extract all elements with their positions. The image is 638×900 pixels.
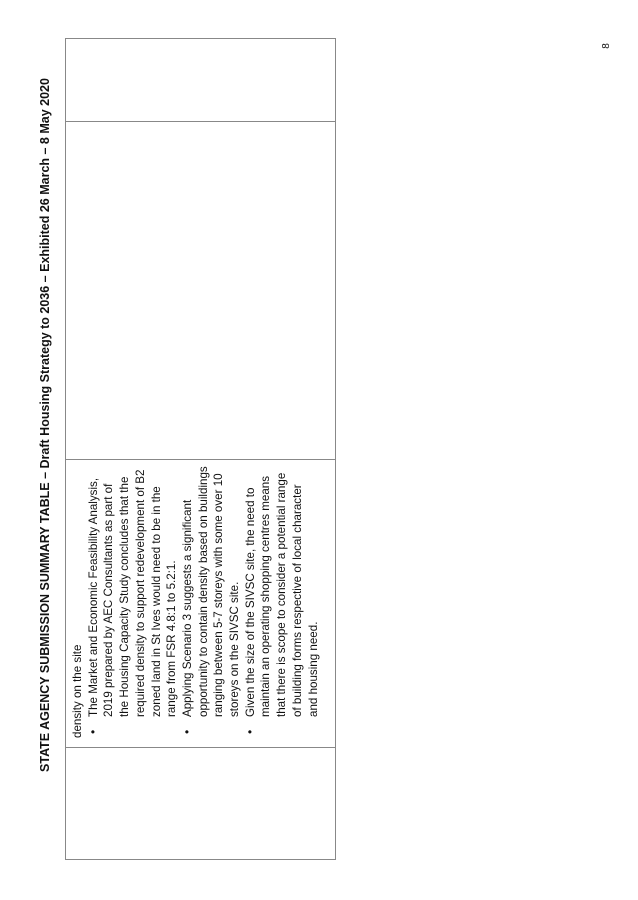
- table-cell-1: [66, 747, 335, 859]
- list-item: • Given the size of the SIVSC site, the need to maintain an operating shopping centres means that there is scope to consider a potential range of building forms respective of local character and housing need.: [243, 466, 322, 738]
- continuation-text: density on the site: [71, 644, 84, 738]
- cell-content: [70, 466, 321, 738]
- page-title: STATE AGENCY SUBMISSION SUMMARY TABLE – Draft Housing Strategy to 2036 – Exhibited 26 March – 8 May 2020: [38, 78, 52, 772]
- table-cell-4: [66, 39, 335, 121]
- page-number: 8: [601, 43, 612, 49]
- bullet-list: [86, 466, 322, 738]
- list-item: • The Market and Economic Feasibility Analysis, 2019 prepared by AEC Consultants as part of the Housing Capacity Study concludes that the required density to support redevelopment of B2 zoned land in St Ives would need to be in the range from FSR 4.8:1 to 5.2:1.: [86, 466, 180, 738]
- summary-table: [65, 38, 336, 860]
- list-item: • Applying Scenario 3 suggests a significant opportunity to contain density based on buildings ranging between 5-7 storeys with some over 10 storeys on the SIVSC site.: [180, 466, 243, 738]
- table-cell-2: [66, 459, 335, 747]
- table-cell-3: [66, 121, 335, 459]
